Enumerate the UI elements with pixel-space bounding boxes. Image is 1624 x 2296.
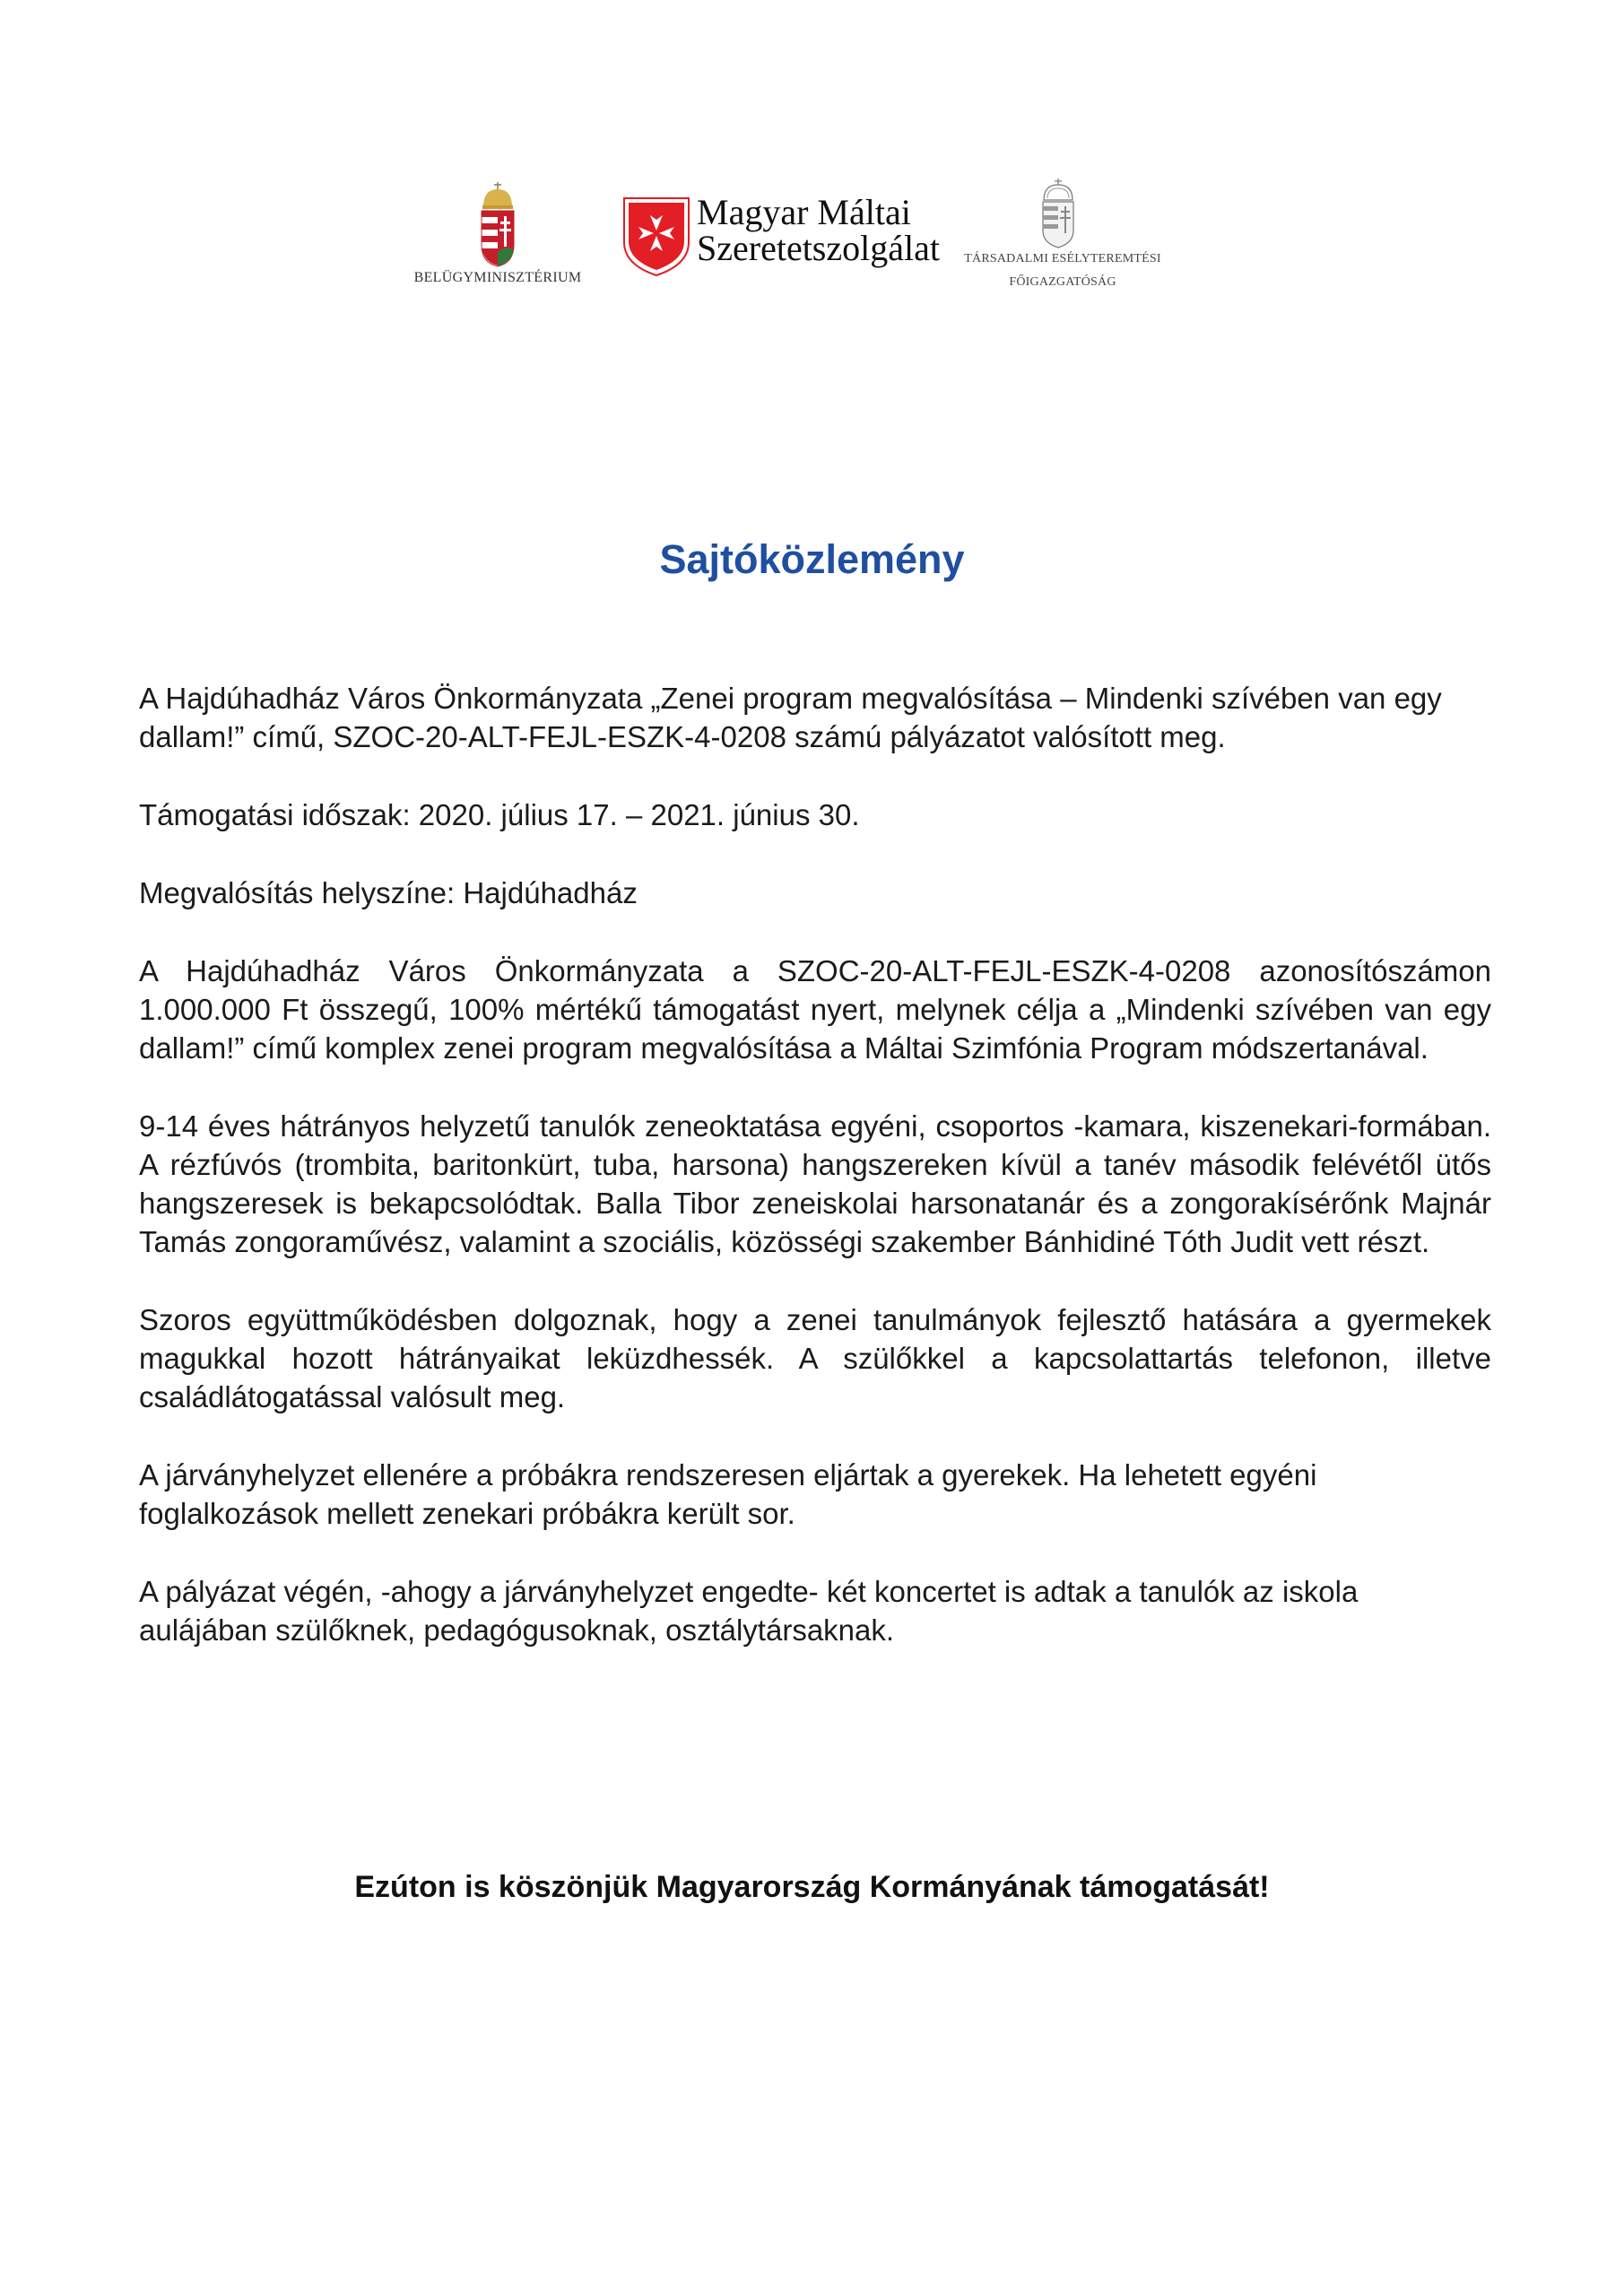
logo-belugyminiszterium: [408, 182, 587, 294]
logo-header: [0, 175, 1624, 300]
document-body: [139, 679, 1491, 1689]
paragraph-support-period: Támogatási időszak: 2020. július 17. – 2021. június 30.: [139, 798, 860, 831]
paragraph-pandemic: A járványhelyzet ellenére a próbákra rendszeresen eljártak a gyerekek. Ha lehetett egyéni foglalkozások mellett zenekari próbákra került sor.: [139, 1458, 1317, 1530]
page-title: Sajtóközlemény: [659, 536, 965, 582]
paragraph-cooperation: Szoros együttműködésben dolgoznak, hogy a zenei tanulmányok fejlesztő hatására a gyermekek magukkal hozott hátrányaikat leküzdhessék. A szülőkkel a kapcsolattartás telefonon, illetve családlátogatással valósult meg.: [139, 1303, 1491, 1413]
logo-text: Magyar Máltai Szeretetszolgálat: [697, 192, 940, 268]
grayscale-coat-of-arms-icon: [1040, 178, 1076, 248]
logo-tarsadalmi-eselyteremtesi-foigazgatosag: [951, 178, 1175, 295]
paragraph-concerts: A pályázat végén, -ahogy a járványhelyzet engedte- két koncertet is adtak a tanulók az iskola aulájában szülőknek, pedagógusoknak, osztálytársaknak.: [139, 1575, 1359, 1647]
logo-magyar-maltai-szeretetszolgalat: [623, 193, 946, 278]
paragraph-education: 9-14 éves hátrányos helyzetű tanulók zeneoktatása egyéni, csoportos -kamara, kiszenekari-formában. A rézfúvós (trombita, baritonkürt, tuba, harsona) hangszereken kívül a tanév második felévétől ütős hangszeresek is bekapcsolódtak. Balla Tibor zeneiskolai harsonatanár és a zongorakísérőnk Majnár Tamás zongoraművész, valamint a szociális, közösségi szakember Bánhidiné Tóth Judit vett részt.: [139, 1109, 1491, 1258]
paragraph-grant: A Hajdúhadház Város Önkormányzata a SZOC-20-ALT-FEJL-ESZK-4-0208 azonosítószámon 1.000.000 Ft összegű, 100% mértékű támogatást nyert, melynek célja a „Mindenki szívében van egy dallam!” című komplex zenei program megvalósítása a Máltai Szimfónia Program módszertanával.: [139, 954, 1491, 1065]
closing-thanks: Ezúton is köszönjük Magyarország Kormányának támogatását!: [354, 1870, 1270, 1904]
hungarian-coat-of-arms-icon: [480, 182, 516, 267]
paragraph-location: Megvalósítás helyszíne: Hajdúhadház: [139, 876, 638, 909]
logo-label-line2: FŐIGAZGATÓSÁG: [1009, 275, 1116, 289]
logo-label-line1: TÁRSADALMI ESÉLYTEREMTÉSI: [964, 252, 1161, 265]
logo-label: BELÜGYMINISZTÉRIUM: [413, 270, 582, 285]
maltese-cross-shield-icon: [623, 197, 690, 276]
paragraph-intro: A Hajdúhadház Város Önkormányzata „Zenei program megvalósítása – Mindenki szívében van egy dallam!” című, SZOC-20-ALT-FEJL-ESZK-4-0208 számú pályázatot valósított meg.: [139, 682, 1442, 753]
